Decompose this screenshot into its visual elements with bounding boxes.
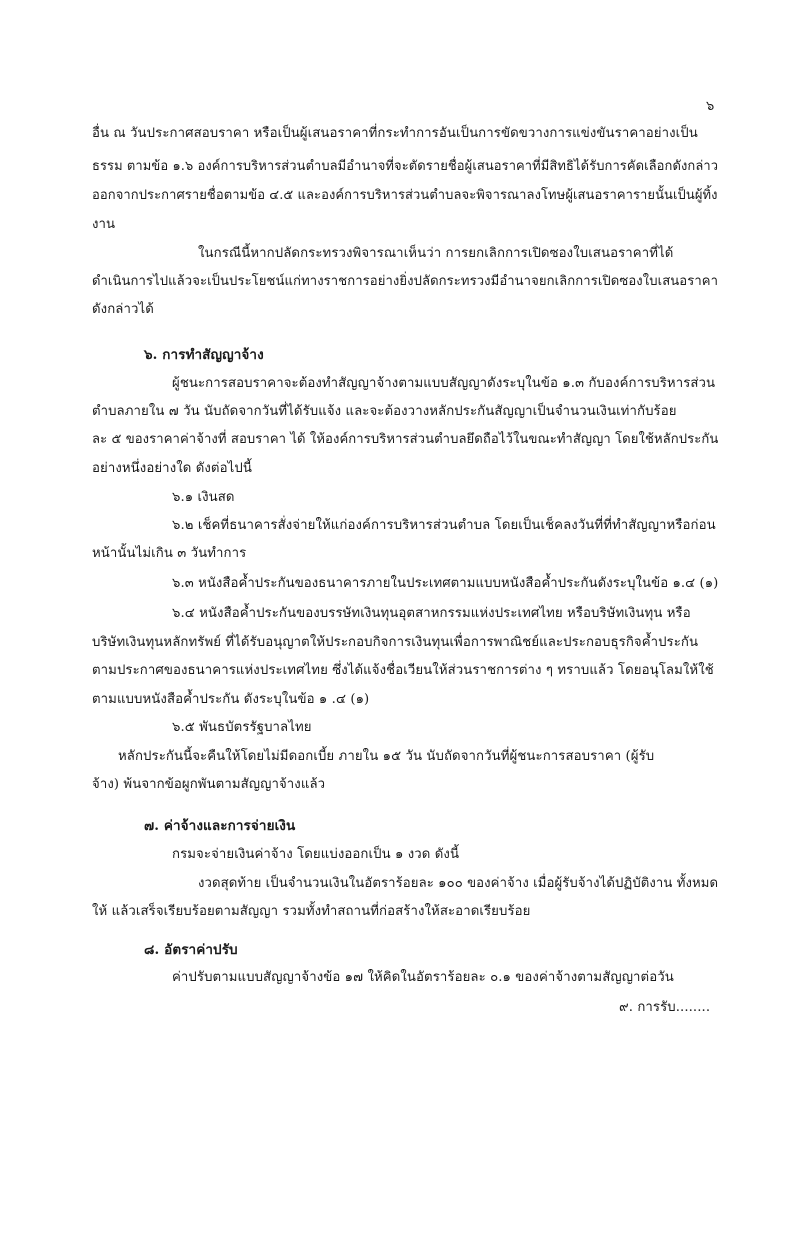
- paragraph-line: กรมจะจ่ายเงินค่าจ้าง โดยแบ่งออกเป็น ๑ งวด ดังนี้: [172, 847, 460, 862]
- paragraph-line: ในกรณีนี้หากปลัดกระทรวงพิจารณาเห็นว่า การยกเลิกการเปิดซองใบเสนอราคาที่ได้: [198, 246, 674, 261]
- paragraph-line: ค่าปรับตามแบบสัญญาจ้างข้อ ๑๗ ให้คิดในอัตราร้อยละ ๐.๑ ของค่าจ้างตามสัญญาต่อวัน: [172, 970, 674, 985]
- paragraph-line: ให้ แล้วเสร็จเรียบร้อยตามสัญญา รวมทั้งทำสถานที่ก่อสร้างให้สะอาดเรียบร้อย: [92, 904, 531, 919]
- continuation-text: ๙. การรับ........: [619, 1000, 711, 1015]
- paragraph-line: อื่น ณ วันประกาศสอบราคา หรือเป็นผู้เสนอราคาที่กระทำการอันเป็นการขัดขวางการแข่งขันราคาอย่างเป็น: [92, 126, 698, 141]
- paragraph-line: ดำเนินการไปแล้วจะเป็นประโยชน์แก่ทางราชการอย่างยิ่งปลัดกระทรวงมีอำนาจยกเลิกการเปิดซองใบเสนอราคา: [92, 274, 719, 289]
- list-item: ๖.๕ พันธบัตรรัฐบาลไทย: [172, 720, 312, 735]
- section-heading: ๘. อัตราค่าปรับ: [144, 942, 238, 958]
- paragraph-line: ตามประกาศของธนาคารแห่งประเทศไทย ซึ่งได้แจ้งชื่อเวียนให้ส่วนราชการต่าง ๆ ทราบแล้ว โดยอนุโลมให้ใช้: [92, 663, 714, 678]
- paragraph-line: ธรรม ตามข้อ ๑.๖ องค์การบริหารส่วนตำบลมีอำนาจที่จะตัดรายชื่อผู้เสนอราคาที่มีสิทธิได้รับการคัดเลือกดังกล่าว: [92, 159, 719, 174]
- paragraph-line: บริษัทเงินทุนหลักทรัพย์ ที่ได้รับอนุญาตให้ประกอบกิจการเงินทุนเพื่อการพาณิชย์และประกอบธุรกิจค้ำประกัน: [92, 635, 699, 650]
- section-heading: ๗. ค่าจ้างและการจ่ายเงิน: [144, 818, 296, 834]
- list-item: ๖.๒ เช็คที่ธนาคารสั่งจ่ายให้แก่องค์การบริหารส่วนตำบล โดยเป็นเช็คลงวันที่ที่ทำสัญญาหรือก่อน: [172, 518, 716, 533]
- paragraph-line: จ้าง) พ้นจากข้อผูกพันตามสัญญาจ้างแล้ว: [92, 777, 326, 792]
- list-item: ๖.๓ หนังสือค้ำประกันของธนาคารภายในประเทศตามแบบหนังสือค้ำประกันดังระบุในข้อ ๑.๔ (๑): [172, 576, 719, 591]
- paragraph-line: งาน: [92, 217, 116, 232]
- paragraph-line: อย่างหนึ่งอย่างใด ดังต่อไปนี้: [92, 461, 252, 476]
- paragraph-line: ตำบลภายใน ๗ วัน นับถัดจากวันที่ได้รับแจ้ง และจะต้องวางหลักประกันสัญญาเป็นจำนวนเงินเท่ากับร้อย: [92, 404, 677, 419]
- paragraph-line: งวดสุดท้าย เป็นจำนวนเงินในอัตราร้อยละ ๑๐๐ ของค่าจ้าง เมื่อผู้รับจ้างได้ปฏิบัติงาน ทั้งหมด: [198, 876, 719, 891]
- paragraph-line: ออกจากประกาศรายชื่อตามข้อ ๔.๕ และองค์การบริหารส่วนตำบลจะพิจารณาลงโทษผู้เสนอราคารายนั้นเป็นผู้ทิ้ง: [92, 188, 718, 203]
- page-number: ๖: [706, 99, 715, 114]
- paragraph-line: ดังกล่าวได้: [92, 302, 154, 317]
- paragraph-line: หน้านั้นไม่เกิน ๓ วันทำการ: [92, 546, 247, 561]
- paragraph-line: ละ ๕ ของราคาค่าจ้างที่ สอบราคา ได้ ให้องค์การบริหารส่วนตำบลยึดถือไว้ในขณะทำสัญญา โดยใช้หลักประกัน: [92, 432, 719, 447]
- section-heading: ๖. การทำสัญญาจ้าง: [144, 347, 264, 363]
- list-item: ๖.๑ เงินสด: [172, 490, 235, 505]
- paragraph-line: ผู้ชนะการสอบราคาจะต้องทำสัญญาจ้างตามแบบสัญญาดังระบุในข้อ ๑.๓ กับองค์การบริหารส่วน: [172, 376, 716, 391]
- paragraph-line: หลักประกันนี้จะคืนให้โดยไม่มีดอกเบี้ย ภายใน ๑๕ วัน นับถัดจากวันที่ผู้ชนะการสอบราคา (ผู้รับ: [118, 749, 655, 764]
- paragraph-line: ตามแบบหนังสือค้ำประกัน ดังระบุในข้อ ๑ .๔ (๑): [92, 692, 370, 707]
- list-item: ๖.๔ หนังสือค้ำประกันของบรรษัทเงินทุนอุตสาหกรรมแห่งประเทศไทย หรือบริษัทเงินทุน หรือ: [172, 606, 691, 621]
